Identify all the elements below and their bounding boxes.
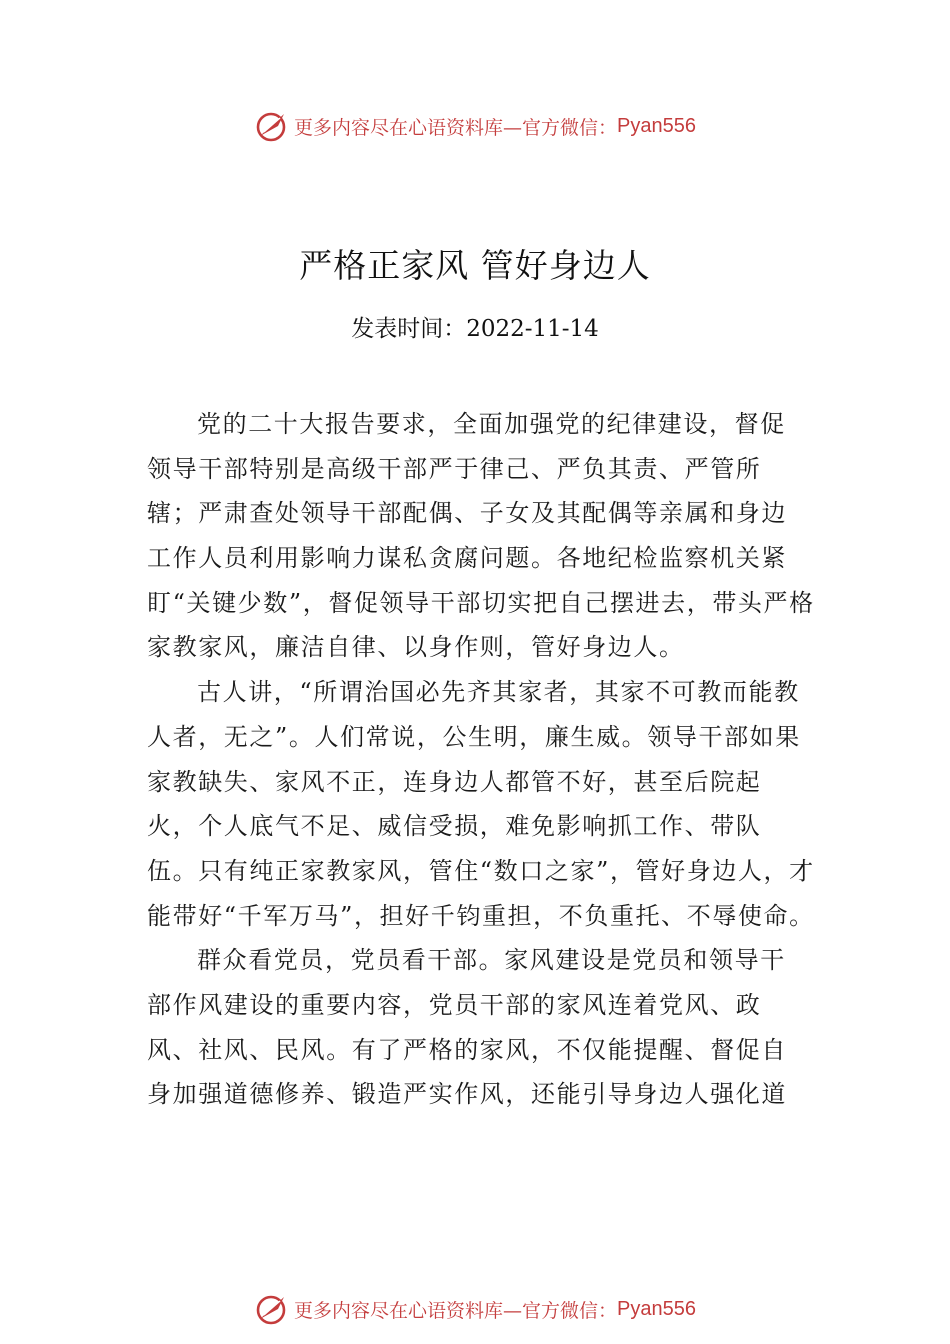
body-line: 伍。只有纯正家教家风，管住“数口之家”，管好身边人，才 [147,856,815,885]
body-line: 能带好“千军万马”，担好千钧重担，不负重托、不辱使命。 [147,901,815,930]
watermark-id: Pyan556 [617,1297,696,1320]
body-line: 部作风建设的重要内容，党员干部的家风连着党风、政 [147,990,762,1019]
watermark-text: 更多内容尽在心语资料库—官方微信： [294,116,618,139]
watermark-footer [0,1289,950,1329]
article-body [147,402,815,1117]
body-line: 家教缺失、家风不正，连身边人都管不好，甚至后院起 [147,767,762,796]
body-line: 身加强道德修养、锻造严实作风，还能引导身边人强化道 [147,1080,787,1109]
article-title: 严格正家风 管好身边人 [299,246,651,285]
body-line: 辖；严肃查处领导干部配偶、子女及其配偶等亲属和身边 [147,499,787,528]
body-line: 工作人员利用影响力谋私贪腐问题。各地纪检监察机关紧 [147,544,787,573]
body-line: 群众看党员，党员看干部。家风建设是党员和领导干 [197,946,786,975]
watermark-header [0,106,950,146]
body-line: 人者，无之”。人们常说，公生明，廉生威。领导干部如果 [147,722,801,751]
article-date: 发表时间：2022-11-14 [351,316,599,342]
quill-logo-icon [254,1291,290,1327]
body-line: 家教家风，廉洁自律、以身作则，管好身边人。 [147,633,685,662]
body-line: 盯“关键少数”，督促领导干部切实把自己摆进去，带头严格 [147,588,815,617]
body-line: 领导干部特别是高级干部严于律己、严负其责、严管所 [147,454,762,483]
body-line: 风、社风、民风。有了严格的家风，不仅能提醒、督促自 [147,1035,787,1064]
body-line: 火，个人底气不足、威信受损，难免影响抓工作、带队 [147,812,762,841]
quill-logo-icon [254,108,290,144]
body-line: 党的二十大报告要求，全面加强党的纪律建设，督促 [197,410,786,438]
body-line: 古人讲，“所谓治国必先齐其家者，其家不可教而能教 [197,678,800,707]
watermark-id: Pyan556 [617,114,696,137]
watermark-text: 更多内容尽在心语资料库—官方微信： [294,1299,618,1322]
